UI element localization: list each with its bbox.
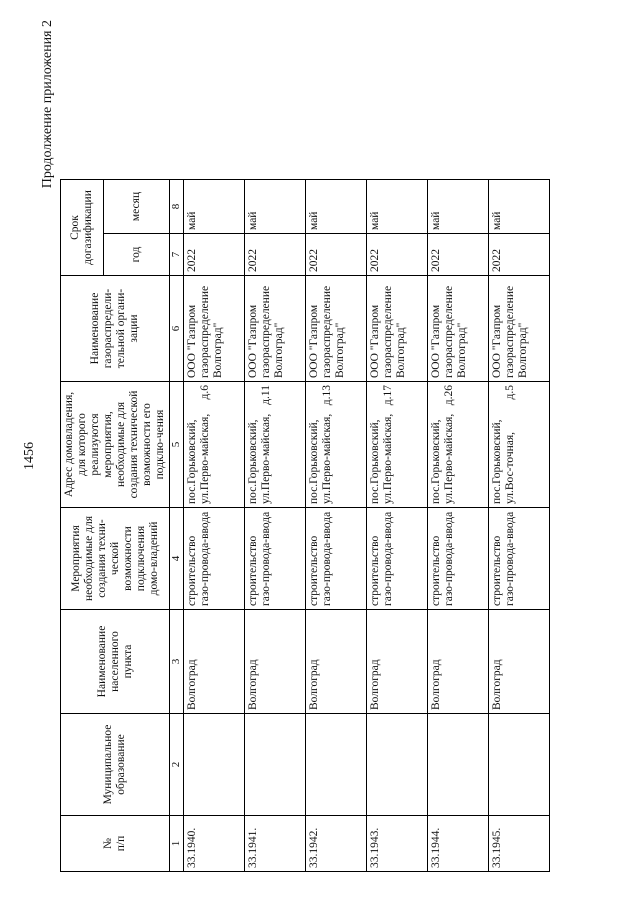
header-settlement: Наименование населенного пункта (61, 610, 170, 714)
row-year: 2022 (428, 234, 489, 276)
row-address: пос.Горьковский, ул.Вос-точная, д.5 (489, 382, 550, 508)
row-measure: строительство газо-провода-ввода (367, 508, 428, 610)
row-municipality (306, 714, 367, 816)
row-address: пос.Горьковский, ул.Перво-майская, д.17 (367, 382, 428, 508)
row-year: 2022 (184, 234, 245, 276)
row-municipality (367, 714, 428, 816)
table-row (489, 180, 550, 872)
header-municipality: Муниципальное образование (61, 714, 170, 816)
col-number: 2 (170, 714, 184, 816)
row-number: 33.1941. (245, 816, 306, 872)
row-measure: строительство газо-провода-ввода (428, 508, 489, 610)
row-year: 2022 (245, 234, 306, 276)
row-measure: строительство газо-провода-ввода (306, 508, 367, 610)
row-organization: ООО "Газпром газораспределение Волгоград" (489, 276, 550, 382)
row-year: 2022 (489, 234, 550, 276)
page-number: 1456 (22, 442, 37, 470)
header-measures: Мероприятия необходимые для создания техни-ческой возможности подключения домо-владений (61, 508, 170, 610)
header-number: № п/п (61, 816, 170, 872)
row-organization: ООО "Газпром газораспределение Волгоград" (306, 276, 367, 382)
row-address: пос.Горьковский, ул.Перво-майская, д.11 (245, 382, 306, 508)
table-row (367, 180, 428, 872)
header-organization: Наименование газораспредели-тельной органи-зации (61, 276, 170, 382)
table-row (245, 180, 306, 872)
row-municipality (184, 714, 245, 816)
header-row (61, 180, 104, 872)
row-number: 33.1944. (428, 816, 489, 872)
header-deadline: Срок догазификации (61, 180, 104, 276)
col-number: 5 (170, 382, 184, 508)
row-municipality (245, 714, 306, 816)
continuation-title: Продолжение приложения 2 (40, 20, 55, 189)
row-municipality (489, 714, 550, 816)
col-number: 3 (170, 610, 184, 714)
row-organization: ООО "Газпром газораспределение Волгоград" (367, 276, 428, 382)
row-month: май (184, 180, 245, 234)
row-measure: строительство газо-провода-ввода (489, 508, 550, 610)
row-address: пос.Горьковский, ул.Перво-майская, д.13 (306, 382, 367, 508)
row-year: 2022 (306, 234, 367, 276)
row-settlement: Волгоград (184, 610, 245, 714)
row-number: 33.1942. (306, 816, 367, 872)
col-number: 4 (170, 508, 184, 610)
row-number: 33.1940. (184, 816, 245, 872)
col-number: 7 (170, 234, 184, 276)
row-organization: ООО "Газпром газораспределение Волгоград" (428, 276, 489, 382)
row-settlement: Волгоград (306, 610, 367, 714)
row-number: 33.1945. (489, 816, 550, 872)
row-address: пос.Горьковский, ул.Перво-майская, д.6 (184, 382, 245, 508)
row-month: май (306, 180, 367, 234)
row-measure: строительство газо-провода-ввода (184, 508, 245, 610)
row-settlement: Волгоград (428, 610, 489, 714)
row-address: пос.Горьковский, ул.Перво-майская, д.26 (428, 382, 489, 508)
table-row (184, 180, 245, 872)
row-settlement: Волгоград (489, 610, 550, 714)
header-month: месяц (103, 180, 169, 234)
row-month: май (245, 180, 306, 234)
row-organization: ООО "Газпром газораспределение Волгоград" (245, 276, 306, 382)
table-row (428, 180, 489, 872)
row-settlement: Волгоград (245, 610, 306, 714)
header-address: Адрес домовладения, для которого реализуются мероприятия, необходимые для создания технической возможности его подклю-чения (61, 382, 170, 508)
row-month: май (428, 180, 489, 234)
header-year: год (103, 234, 169, 276)
column-number-row (170, 180, 184, 872)
row-organization: ООО "Газпром газораспределение Волгоград" (184, 276, 245, 382)
col-number: 6 (170, 276, 184, 382)
table-row (306, 180, 367, 872)
row-year: 2022 (367, 234, 428, 276)
col-number: 1 (170, 816, 184, 872)
gasification-table (60, 179, 550, 872)
row-month: май (367, 180, 428, 234)
row-municipality (428, 714, 489, 816)
row-number: 33.1943. (367, 816, 428, 872)
row-month: май (489, 180, 550, 234)
row-measure: строительство газо-провода-ввода (245, 508, 306, 610)
col-number: 8 (170, 180, 184, 234)
row-settlement: Волгоград (367, 610, 428, 714)
